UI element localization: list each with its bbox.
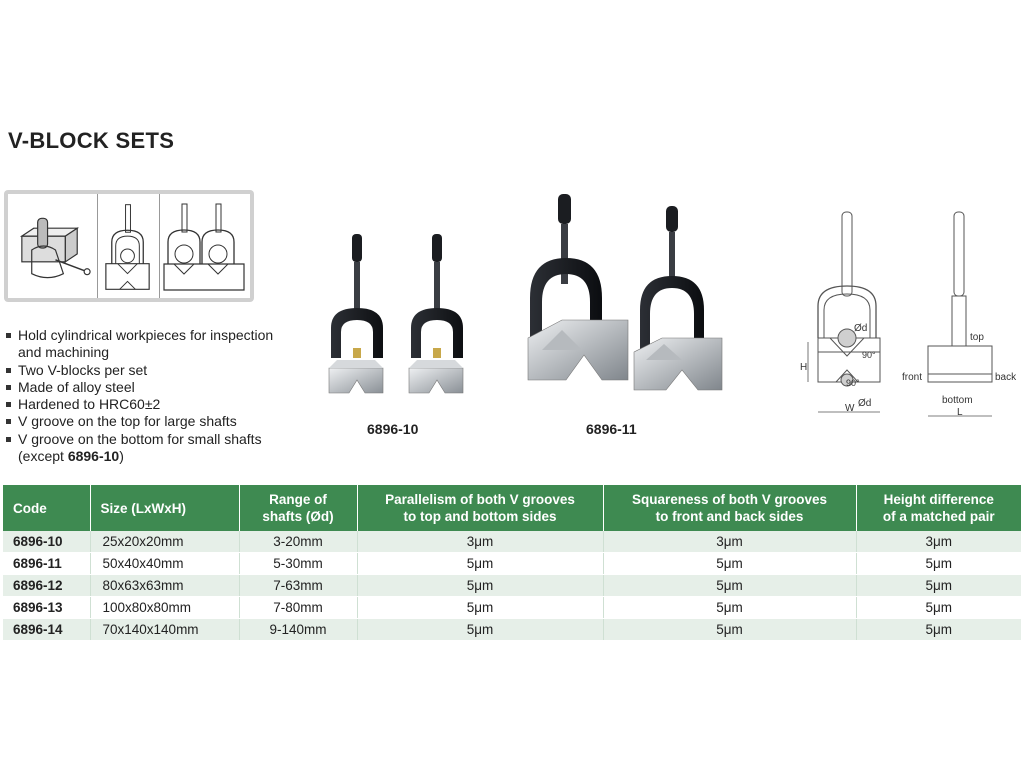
column-header-parallelism: Parallelism of both V grooves to top and bottom sides bbox=[357, 485, 603, 531]
side-back-label: back bbox=[995, 372, 1017, 383]
cell-size: 100x80x80mm bbox=[90, 597, 239, 619]
cell-parallelism: 3μm bbox=[357, 531, 603, 553]
cell-range: 9-140mm bbox=[239, 619, 357, 641]
table-row bbox=[3, 619, 1021, 641]
height-label: H bbox=[800, 362, 808, 373]
cell-code: 6896-11 bbox=[3, 553, 90, 575]
column-header-height-difference: Height difference of a matched pair bbox=[856, 485, 1021, 531]
cell-size: 25x20x20mm bbox=[90, 531, 239, 553]
side-bottom-label: bottom bbox=[942, 395, 973, 406]
angle-top-label: 90° bbox=[862, 350, 876, 360]
v-block-with-clamp-perspective-icon bbox=[8, 194, 98, 298]
table-row bbox=[3, 575, 1021, 597]
table-row bbox=[3, 553, 1021, 575]
column-header-squareness: Squareness of both V grooves to front and back sides bbox=[603, 485, 856, 531]
feature-item: Hardened to HRC60±2 bbox=[6, 396, 276, 413]
column-header-size: Size (LxWxH) bbox=[90, 485, 239, 531]
cell-height-difference: 5μm bbox=[856, 619, 1021, 641]
cell-height-difference: 5μm bbox=[856, 575, 1021, 597]
feature-text: ) bbox=[119, 448, 124, 465]
feature-item: V groove on the top for large shafts bbox=[6, 413, 276, 430]
cell-code: 6896-13 bbox=[3, 597, 90, 619]
cell-squareness: 5μm bbox=[603, 619, 856, 641]
feature-item: Hold cylindrical workpieces for inspection and machining bbox=[6, 327, 276, 362]
width-label: W bbox=[845, 403, 855, 414]
column-header-code: Code bbox=[3, 485, 90, 531]
cell-squareness: 5μm bbox=[603, 553, 856, 575]
thumbnail-strip bbox=[4, 190, 254, 302]
cell-squareness: 5μm bbox=[603, 575, 856, 597]
table-row bbox=[3, 531, 1021, 553]
single-v-block-diagram-icon bbox=[98, 194, 160, 298]
product-model-label: 6896-11 bbox=[586, 421, 637, 437]
cell-code: 6896-14 bbox=[3, 619, 90, 641]
cell-height-difference: 5μm bbox=[856, 597, 1021, 619]
page-title: V-BLOCK SETS bbox=[8, 128, 175, 153]
column-header-range: Range of shafts (Ød) bbox=[239, 485, 357, 531]
cell-height-difference: 5μm bbox=[856, 553, 1021, 575]
dimension-diagram bbox=[796, 206, 1024, 426]
cell-range: 3-20mm bbox=[239, 531, 357, 553]
cell-size: 80x63x63mm bbox=[90, 575, 239, 597]
feature-model-code: 6896-10 bbox=[67, 448, 120, 465]
angle-bottom-label: 90° bbox=[846, 378, 860, 388]
product-photo-6896-10 bbox=[325, 228, 475, 418]
cell-parallelism: 5μm bbox=[357, 597, 603, 619]
cell-range: 7-63mm bbox=[239, 575, 357, 597]
table-header-row bbox=[3, 485, 1021, 531]
cell-code: 6896-12 bbox=[3, 575, 90, 597]
product-photo-6896-11 bbox=[522, 190, 742, 410]
specifications-table bbox=[3, 485, 1021, 641]
side-top-label: top bbox=[970, 332, 984, 343]
cell-size: 50x40x40mm bbox=[90, 553, 239, 575]
feature-text: V groove on the bottom for small shafts (except bbox=[18, 430, 262, 465]
feature-list bbox=[6, 327, 276, 465]
cell-code: 6896-10 bbox=[3, 531, 90, 553]
cell-squareness: 3μm bbox=[603, 531, 856, 553]
feature-item bbox=[6, 431, 276, 466]
cell-parallelism: 5μm bbox=[357, 553, 603, 575]
cell-size: 70x140x140mm bbox=[90, 619, 239, 641]
length-label: L bbox=[957, 407, 963, 418]
paired-v-blocks-diagram-icon bbox=[160, 194, 250, 298]
table-row bbox=[3, 597, 1021, 619]
side-front-label: front bbox=[902, 372, 923, 383]
diameter-bottom-label: Ød bbox=[858, 398, 872, 409]
cell-parallelism: 5μm bbox=[357, 619, 603, 641]
cell-parallelism: 5μm bbox=[357, 575, 603, 597]
feature-item: Two V-blocks per set bbox=[6, 362, 276, 379]
cell-range: 5-30mm bbox=[239, 553, 357, 575]
product-model-label: 6896-10 bbox=[367, 421, 419, 437]
cell-height-difference: 3μm bbox=[856, 531, 1021, 553]
diameter-top-label: Ød bbox=[854, 323, 868, 334]
feature-item: Made of alloy steel bbox=[6, 379, 276, 396]
cell-range: 7-80mm bbox=[239, 597, 357, 619]
cell-squareness: 5μm bbox=[603, 597, 856, 619]
